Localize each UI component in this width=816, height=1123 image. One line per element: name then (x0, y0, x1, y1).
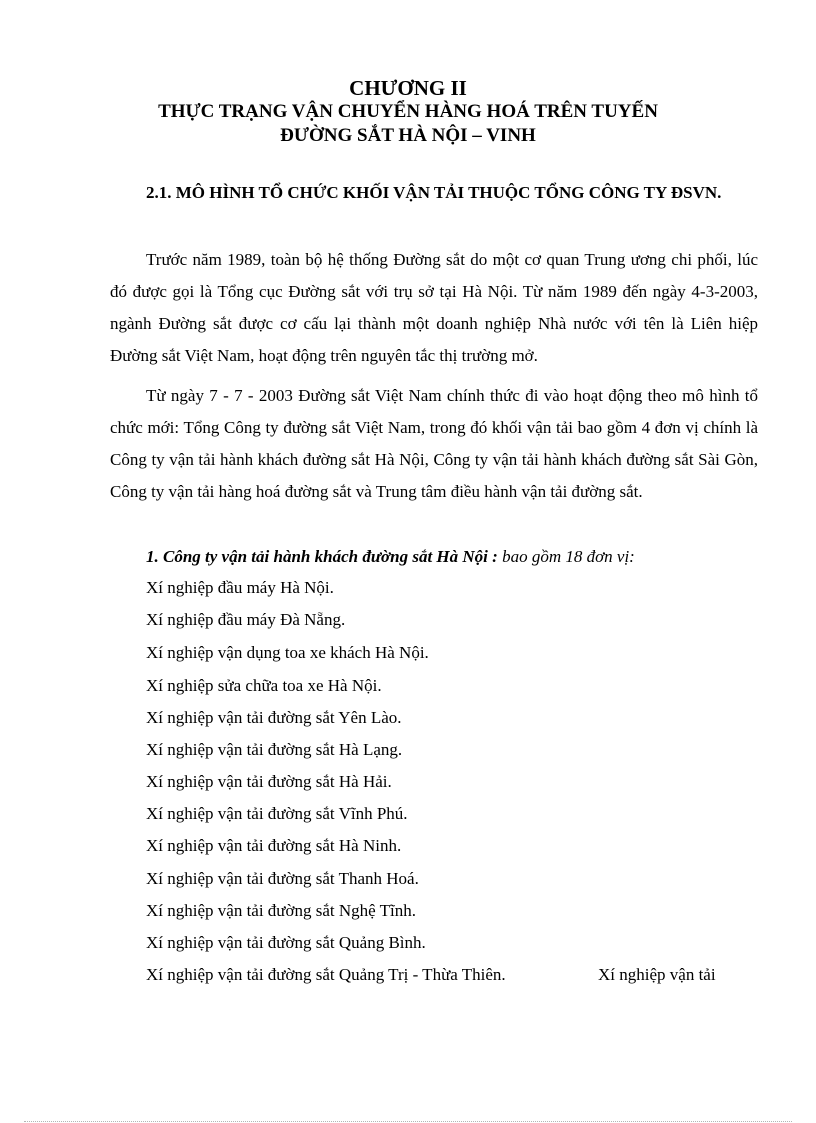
list-item: Xí nghiệp vận tải đường sắt Yên Lào. (146, 708, 402, 727)
list-item: Xí nghiệp vận tải đường sắt Nghệ Tĩnh. (146, 901, 417, 920)
list-item-fragment: Xí nghiệp vận tải (598, 965, 716, 984)
paragraph: Trước năm 1989, toàn bộ hệ thống Đường sắt do một cơ quan Trung ương chi phối, lúc đó được gọi là Tổng cục Đường sắt với trụ sở tại Hà Nội. Từ năm 1989 đến ngày 4-3-2003, ngành Đường sắt được cơ cấu lại thành một doanh nghiệp Nhà nước với tên là Liên hiệp Đường sắt Việt Nam, hoạt động trên nguyên tắc thị trường mở. (110, 250, 758, 365)
list-item: Xí nghiệp vận tải đường sắt Hà Hải. (146, 772, 392, 791)
list-heading-count: bao gồm 18 đơn vị: (497, 547, 635, 566)
page-bottom-rule (24, 1121, 792, 1122)
paragraph: Từ ngày 7 - 7 - 2003 Đường sắt Việt Nam chính thức đi vào hoạt động theo mô hình tổ chức mới: Tổng Công ty đường sắt Việt Nam, trong đó khối vận tải bao gồm 4 đơn vị chính là Công ty vận tải hành khách đường sắt Hà Nội, Công ty vận tải hành khách đường sắt Sài Gòn, Công ty vận tải hàng hoá đường sắt và Trung tâm điều hành vận tải đường sắt. (110, 386, 758, 501)
list-heading-company: 1. Công ty vận tải hành khách đường sắt Hà Nội : (146, 547, 498, 566)
list-heading (146, 543, 635, 571)
list-item: Xí nghiệp vận tải đường sắt Vĩnh Phú. (146, 804, 408, 823)
list-item: Xí nghiệp vận tải đường sắt Hà Ninh. (146, 836, 402, 855)
list-item: Xí nghiệp vận tải đường sắt Quảng Bình. (146, 933, 426, 952)
list-item: Xí nghiệp vận tải đường sắt Quảng Trị - Thừa Thiên. (146, 965, 506, 984)
list-item: Xí nghiệp đầu máy Hà Nội. (146, 578, 334, 597)
section-heading: 2.1. MÔ HÌNH TỔ CHỨC KHỐI VẬN TẢI THUỘC TỔNG CÔNG TY ĐSVN. (146, 183, 722, 202)
list-item: Xí nghiệp vận dụng toa xe khách Hà Nội. (146, 643, 429, 662)
chapter-title-line1: THỰC TRẠNG VẬN CHUYỂN HÀNG HOÁ TRÊN TUYẾN (158, 101, 658, 122)
chapter-heading (0, 76, 816, 148)
chapter-number: CHƯƠNG II (349, 76, 467, 100)
list-item: Xí nghiệp vận tải đường sắt Thanh Hoá. (146, 869, 419, 888)
list-item: Xí nghiệp đầu máy Đà Nẵng. (146, 610, 346, 629)
chapter-title-line2: ĐƯỜNG SẮT HÀ NỘI – VINH (280, 125, 536, 146)
list-item: Xí nghiệp sửa chữa toa xe Hà Nội. (146, 676, 382, 695)
list-item: Xí nghiệp vận tải đường sắt Hà Lạng. (146, 740, 403, 759)
